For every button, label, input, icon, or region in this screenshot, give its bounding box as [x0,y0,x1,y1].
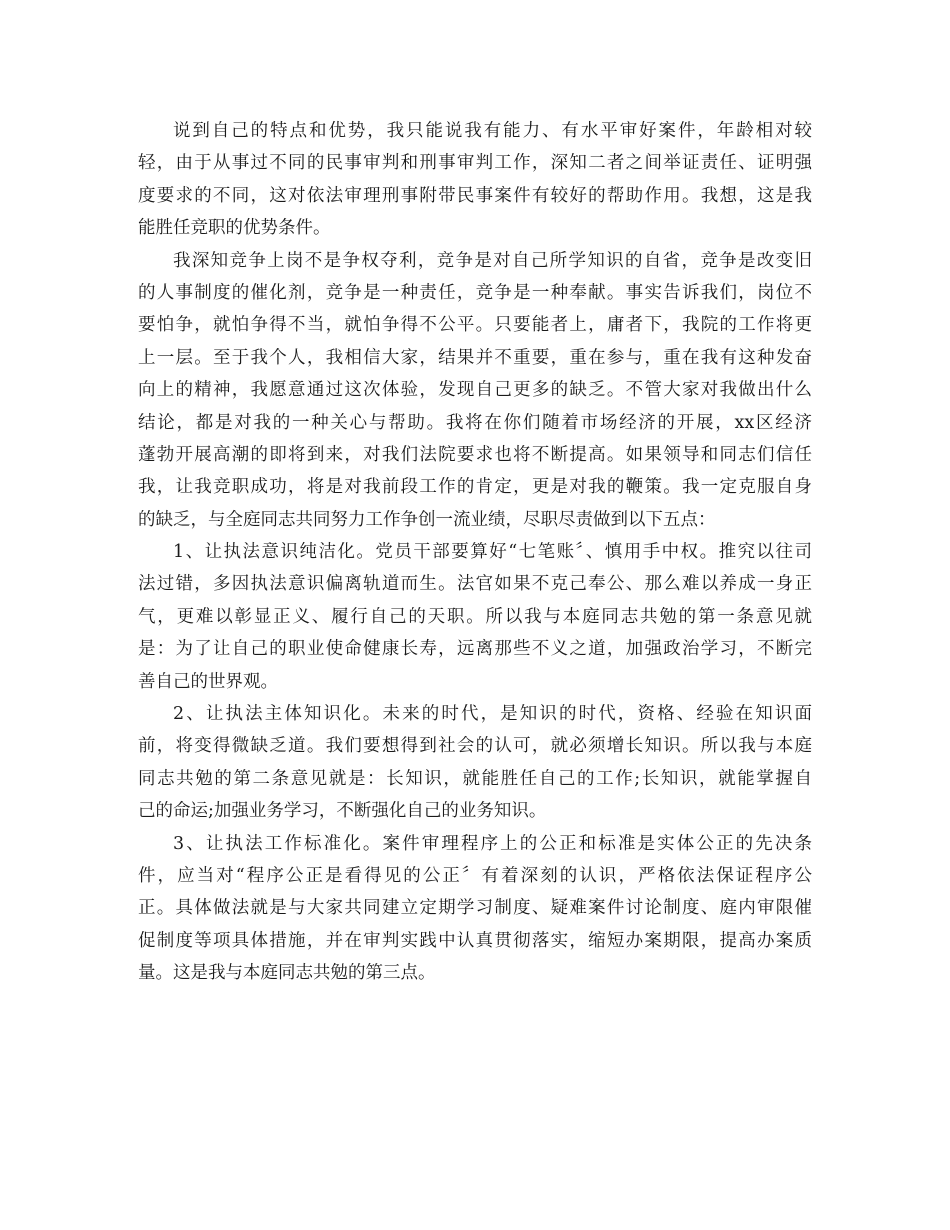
text-line: 善自己的世界观。 [138,671,278,692]
text-line: 是：为了让自己的职业使命健康长寿，远离那些不义之道，加强政治学习，不断完 [138,639,812,660]
text-line: 度要求的不同，这对依法审理刑事附带民事案件有较好的帮助作用。我想，这是我 [138,185,812,206]
text-line: 说到自己的特点和优势，我只能说我有能力、有水平审好案件，年龄相对较 [173,121,812,141]
paragraph-advantages [138,115,812,245]
text-line: 轻，由于从事过不同的民事审判和刑事审判工作，深知二者之间举证责任、证明强 [138,153,812,174]
text-line: 要怕争，就怕争得不当，就怕争得不公平。只要能者上，庸者下，我院的工作将更 [138,315,812,336]
text-line: 前，将变得微缺乏道。我们要想得到社会的认可，就必须增长知识。所以我与本庭 [138,736,812,757]
paragraph-competition [138,245,812,537]
text-line: 的人事制度的催化剂，竞争是一种责任，竞争是一种奉献。事实告诉我们，岗位不 [138,282,812,303]
text-line: 己的命运;加强业务学习，不断强化自己的业务知识。 [138,801,547,822]
text-line: 1、让执法意识纯洁化。党员干部要算好“七笔账〞、慎用手中权。推究以往司 [173,542,812,563]
text-line: 向上的精神，我愿意通过这次体验，发现自己更多的缺乏。不管大家对我做出什么 [138,380,812,401]
text-line: 结论，都是对我的一种关心与帮助。我将在你们随着市场经济的开展，xx区经济 [138,412,812,433]
text-line: 我深知竞争上岗不是争权夺利，竞争是对自己所学知识的自省，竞争是改变旧 [173,250,812,271]
text-line: 的缺乏，与全庭同志共同努力工作争创一流业绩，尽职尽责做到以下五点： [138,509,716,530]
text-line: 上一层。至于我个人，我相信大家，结果并不重要，重在参与，重在我有这种发奋 [138,347,812,368]
text-line: 能胜任竞职的优势条件。 [138,218,331,239]
paragraph-point-1 [138,536,812,698]
text-line: 件，应当对“程序公正是看得见的公正〞有着深刻的认识，严格依法保证程序公 [138,865,812,886]
document-page [138,115,812,990]
text-line: 3、让执法工作标准化。案件审理程序上的公正和标准是实体公正的先决条 [173,833,812,854]
text-line: 法过错，多因执法意识偏离轨道而生。法官如果不克己奉公、那么难以养成一身正 [138,574,812,595]
paragraph-point-3 [138,828,812,990]
paragraph-point-2 [138,698,812,828]
text-line: 正。具体做法就是与大家共同建立定期学习制度、疑难案件讨论制度、庭内审限催 [138,898,812,919]
text-line: 同志共勉的第二条意见就是：长知识，就能胜任自己的工作;长知识，就能掌握自 [138,768,812,789]
text-line: 促制度等项具体措施，并在审判实践中认真贯彻落实，缩短办案期限，提高办案质 [138,930,812,951]
text-line: 蓬勃开展高潮的即将到来，对我们法院要求也将不断提高。如果领导和同志们信任 [138,444,812,465]
text-line: 我，让我竞职成功，将是对我前段工作的肯定，更是对我的鞭策。我一定克服自身 [138,477,812,498]
text-line: 气，更难以彰显正义、履行自己的天职。所以我与本庭同志共勉的第一条意见就 [138,606,812,627]
text-line: 2、让执法主体知识化。未来的时代，是知识的时代，资格、经验在知识面 [173,704,812,725]
text-line: 量。这是我与本庭同志共勉的第三点。 [138,963,436,984]
